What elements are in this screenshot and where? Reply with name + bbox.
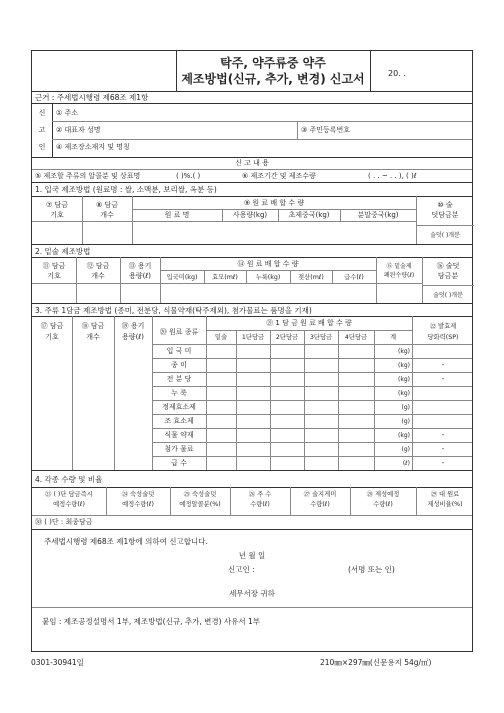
col8-head-2: 개수 xyxy=(100,211,114,219)
signature-field[interactable]: (서명 또는 인) xyxy=(348,565,395,574)
col11-head-2: 기호 xyxy=(47,272,61,280)
period-value[interactable]: ( . . ~ . . ), ( )ℓ xyxy=(368,172,417,180)
col7-head-2: 기호 xyxy=(50,211,64,219)
col9-sub-material: 원 료 명 xyxy=(164,211,190,219)
col24-head-2: 예정수량(ℓ) xyxy=(122,501,154,508)
paper-spec: 210㎜×297㎜(신문용지 54g/㎡) xyxy=(320,658,432,667)
col21-sub-stage4: 4단담금 xyxy=(344,334,368,341)
col13-head-2: 용량(ℓ) xyxy=(129,272,151,280)
col22-head-2: 당화력(SP) xyxy=(427,334,459,341)
col12-head-1: ⑫ 담금 xyxy=(86,262,110,270)
material-unit: (g) xyxy=(401,446,410,453)
material-unit: (ℓ) xyxy=(402,460,410,467)
declaration-date[interactable]: 년 월 일 xyxy=(238,551,266,560)
final-stage-note: ㉚ ( )단 : 최종담금 xyxy=(35,518,93,526)
form-sheet xyxy=(31,50,473,652)
col7-head-1: ⑦ 담금 xyxy=(45,201,69,209)
date-field: 20. . xyxy=(388,69,406,78)
material-name: 첨가 물료 xyxy=(164,445,194,453)
col12-head-2: 개수 xyxy=(91,272,105,280)
material-name: 정제효소제 xyxy=(162,403,196,411)
report-heading: 신 고 내 용 xyxy=(235,159,269,167)
col25-head-2: 예정알콜분(%) xyxy=(179,501,221,508)
col14-sub-water: 급수(ℓ) xyxy=(344,274,364,281)
col14-sub-nuruk: 누룩(kg) xyxy=(255,274,281,281)
applicant-side-2: 고 xyxy=(38,126,46,134)
col13-head-1: ⑬ 용기 xyxy=(128,262,152,270)
material-unit: (g) xyxy=(401,418,410,425)
material-name: 전 분 당 xyxy=(166,375,192,383)
col18-head-2: 개수 xyxy=(86,333,100,341)
col11-head-1: ⑪ 담금 xyxy=(42,262,66,270)
resident-no-field[interactable]: ③ 주민등록번호 xyxy=(301,126,351,134)
material-name: 조 효소제 xyxy=(164,417,194,425)
col14-head: ⑭ 원 료 배 합 수 량 xyxy=(237,260,299,268)
material-name: 입 국 미 xyxy=(166,347,192,355)
section3-title: 3. 주류 1담금 제조방법 (종미, 전분당, 식물약재(탁주제외), 첨가물료는 품명을 기재) xyxy=(35,306,312,315)
col21-sub-mitsul: 밑술 xyxy=(214,334,228,341)
col18-head-1: ⑱ 담금 xyxy=(81,322,105,330)
form-title-line1: 탁주, 약주류중 약주 xyxy=(220,56,326,70)
col21-sub-stage2: 2단담금 xyxy=(275,334,299,341)
material-name: 종 미 xyxy=(171,361,187,369)
section2-title: 2. 밑술 제조방법 xyxy=(35,247,91,256)
col27-head-2: 수량(ℓ) xyxy=(310,501,330,508)
col15-head-1: ⑮ 밑술제 xyxy=(386,263,412,270)
form-number: 0301-30941일 xyxy=(31,658,84,667)
material-extra: - xyxy=(441,431,445,439)
col22-head-1: ㉒ 발효제 xyxy=(429,323,457,330)
material-unit: (kg) xyxy=(398,348,410,355)
material-name: 누 룩 xyxy=(171,389,187,397)
address-field[interactable]: ① 주소 xyxy=(56,109,79,117)
col17-head-2: 기호 xyxy=(45,333,59,341)
applicant-side-3: 인 xyxy=(38,143,46,151)
col9-sub-amount: 사용량(kg) xyxy=(232,211,268,219)
section1-title: 1. 입국 제조방법 (원료명 : 쌀, 소맥분, 보리쌀, 옥분 등) xyxy=(35,185,217,194)
col21-head: ㉑ 1 담 금 원 료 배 합 수 량 xyxy=(266,319,352,327)
col29-head-1: ㉙ 대 원료 xyxy=(430,491,460,498)
col14-sub-lactic: 젖산(mℓ) xyxy=(298,274,324,281)
col10-head-1: ⑩ 술 xyxy=(437,201,453,209)
col9-sub-chojegukk: 초제중국(kg) xyxy=(288,211,330,219)
col27-head-1: ㉗ 술지게미 xyxy=(303,491,337,498)
material-extra: - xyxy=(441,375,445,383)
representative-field[interactable]: ② 대표자 성명 xyxy=(56,126,101,134)
col19-head-1: ⑲ 용기 xyxy=(121,322,145,330)
col26-head-2: 수량(ℓ) xyxy=(250,501,270,508)
col21-sub-stage3: 3단담금 xyxy=(309,334,333,341)
col16-note: 술덧( )개분 xyxy=(433,292,463,299)
applicant-side-1: 신 xyxy=(38,109,46,117)
col17-head-1: ⑰ 담금 xyxy=(40,322,64,330)
col9-head: ⑨ 원 료 배 합 수 량 xyxy=(243,199,305,207)
material-extra: - xyxy=(441,361,445,369)
col23-head-1: ㉓ ( )단 담금즉시 xyxy=(45,491,93,498)
col23-head-2: 예정수량(ℓ) xyxy=(53,501,85,508)
legal-basis: 근거 : 주세법시행령 제68조 제1항 xyxy=(35,93,149,102)
addressee: 세무서장 귀하 xyxy=(229,589,275,598)
col20-head: ⑳ 원료 종류 xyxy=(159,328,199,336)
col26-head-1: ㉖ 주 수 xyxy=(248,491,272,498)
declaration-text: 주세법시행령 제68조 제1항에 의하여 신고합니다. xyxy=(44,537,208,546)
header-divider-right xyxy=(370,51,371,91)
col25-head-1: ㉕ 숙성술덧 xyxy=(183,491,217,498)
col16-head-2: 담금분 xyxy=(437,272,459,280)
material-extra: - xyxy=(441,459,445,467)
alcohol-brand-label: ⑤ 제조할 주류의 알콜분 및 상표명 xyxy=(35,172,141,180)
col14-sub-yeast: 효모(mℓ) xyxy=(212,274,238,281)
col9-sub-bunmal: 분말중국(kg) xyxy=(357,211,399,219)
material-unit: (kg) xyxy=(398,432,410,439)
section4-title: 4. 각종 수량 및 비율 xyxy=(35,475,103,484)
col24-head-1: ㉔ 숙성술덧 xyxy=(121,491,155,498)
col8-head-1: ⑧ 담금 xyxy=(95,201,119,209)
col28-head-1: ㉘ 제성예정 xyxy=(366,491,400,498)
col29-head-2: 제성비율(%) xyxy=(427,501,463,508)
col21-sub-total: 계 xyxy=(389,334,397,341)
col15-head-2: 폐된수량(ℓ) xyxy=(383,272,415,279)
material-unit: (kg) xyxy=(398,362,410,369)
col10-head-2: 덧담금분 xyxy=(431,211,459,219)
factory-field[interactable]: ④ 제조장소재지 및 명칭 xyxy=(56,143,130,151)
material-unit: (kg) xyxy=(398,390,410,397)
col10-note: 술덧( )개분 xyxy=(430,232,460,239)
period-label: ⑥ 제조기간 및 제조수량 xyxy=(242,172,316,180)
col21-sub-stage1: 1단담금 xyxy=(241,334,265,341)
material-unit: (kg) xyxy=(398,376,410,383)
col28-head-2: 수량(ℓ) xyxy=(373,501,393,508)
material-name: 급 수 xyxy=(171,459,187,467)
material-extra: - xyxy=(441,445,445,453)
form-title-line2: 제조방법(신규, 추가, 변경) 신고서 xyxy=(181,72,365,86)
applicant-sign-label: 신고인 : xyxy=(228,565,255,574)
alcohol-brand-value[interactable]: ( )%.( ) xyxy=(176,172,201,180)
col16-head-1: ⑯ 술덧 xyxy=(436,262,460,270)
attachment-note: 붙임 : 제조공정설명서 1부, 제조방법(신규, 추가, 변경) 사유서 1부 xyxy=(42,617,261,626)
col19-head-2: 용량(ℓ) xyxy=(122,333,144,341)
material-name: 식물 약재 xyxy=(164,431,194,439)
material-unit: (g) xyxy=(401,404,410,411)
col14-sub-ipgukmi: 입국미(kg) xyxy=(166,274,198,281)
